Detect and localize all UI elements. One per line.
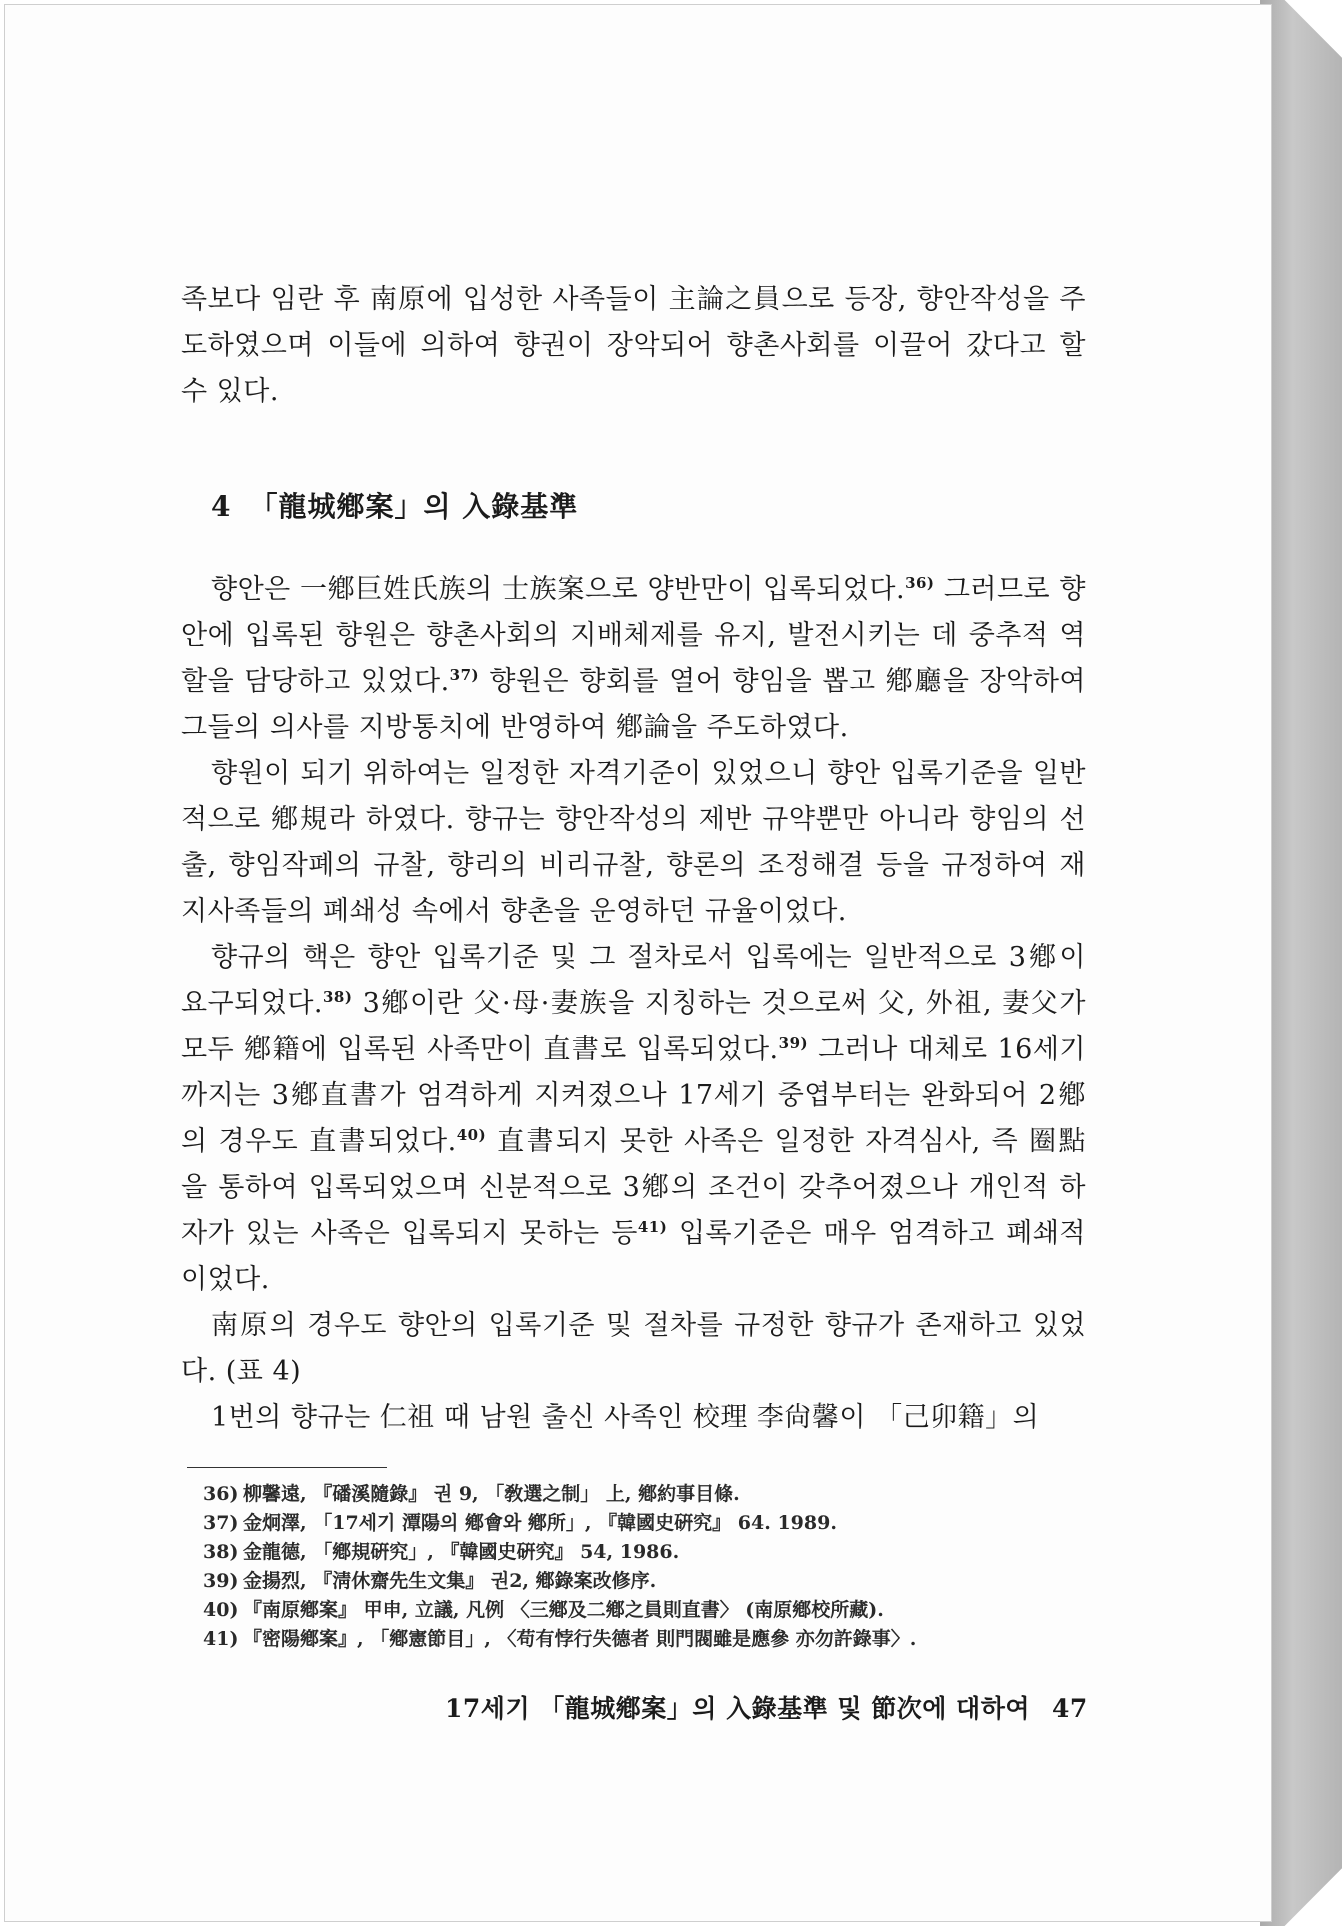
page-edge-shadow [1260,0,1342,1926]
paragraph-2 [181,751,1086,935]
paragraph-1 [181,567,1086,751]
footnote-item: 37) 金炯澤, 「17세기 潭陽의 鄕會와 鄕所」, 『韓國史硏究』 64. 1989. [203,1512,837,1534]
footnote-item: 38) 金龍德, 「鄕規硏究」, 『韓國史硏究』 54, 1986. [203,1541,680,1563]
paragraph-text: 향규의 핵은 향안 입록기준 및 그 절차로서 입록에는 일반적으로 3鄕이 요구되었다. [181,942,1086,1019]
page-number: 47 [1052,1694,1088,1723]
paragraph-text: 南原의 경우도 향안의 입록기준 및 절차를 규정한 향규가 존재하고 있었다. (표 4) [181,1310,1086,1387]
footnote-ref: 36) [905,574,935,592]
footnote-item: 39) 金揚烈, 『淸休齋先生文集』 권2, 鄕錄案改修序. [203,1570,657,1592]
footnote-item: 40) 『南原鄕案』 甲申, 立議, 凡例 〈三鄕及二鄕之員則直書〉 (南原鄕校所藏). [203,1599,884,1621]
footnote-divider [187,1467,387,1468]
paragraph-text: 1번의 향규는 仁祖 때 남원 출신 사족인 校理 李尙馨이 「己卯籍」의 [211,1402,1040,1433]
paragraph-text: 입록기준은 매우 엄격하고 폐쇄적이었다. [181,1218,1086,1295]
footnote-ref: 37) [449,666,480,684]
paragraph-text: 향원은 향회를 열어 향임을 뽑고 鄕廳을 장악하여 그들의 의사를 지방통치에 반영하여 鄕論을 주도하였다. [181,666,1086,743]
section-number: 4 [211,490,232,523]
footnote-ref: 41) [637,1218,668,1236]
footnote-ref: 40) [456,1126,487,1144]
footnotes [203,1480,1086,1654]
intro-paragraph: 족보다 임란 후 南原에 입성한 사족들이 主論之員으로 등장, 향안작성을 주도하였으며 이들에 의하여 향권이 장악되어 향촌사회를 이끌어 갔다고 할 수 있다. [181,284,1086,407]
section-title: 「龍城鄕案」의 入錄基準 [249,490,579,523]
section-heading [211,485,1086,525]
paragraph-text: 直書되지 못한 사족은 일정한 자격심사, 즉 圈點을 통하여 입록되었으며 신분적으로 3鄕의 조건이 갖추어졌으나 개인적 하자가 있는 사족은 입록되지 못하는 등 [181,1126,1087,1249]
paragraph-3 [181,935,1086,1303]
running-footer [445,1689,1088,1725]
book-page [4,4,1272,1922]
paragraph-text: 향안은 一鄕巨姓氏族의 士族案으로 양반만이 입록되었다. [211,574,906,605]
paragraph-text: 3鄕이란 父·母·妻族을 지칭하는 것으로써 父, 外祖, 妻父가 모두 鄕籍에 입록된 사족만이 直書로 입록되었다. [181,988,1086,1065]
footnote-ref: 38) [323,988,353,1006]
paragraph-text: 그러나 대체로 16세기까지는 3鄕直書가 엄격하게 지켜졌으나 17세기 중엽부터는 완화되어 2鄕의 경우도 直書되었다. [181,1034,1086,1157]
paragraph-text: 향원이 되기 위하여는 일정한 자격기준이 있었으니 향안 입록기준을 일반적으로 鄕規라 하였다. 향규는 향안작성의 제반 규약뿐만 아니라 향임의 선출, 향임작폐의 규찰, 향리의 비리규찰, 향론의 조정해결 등을 규정하여 재지사족들의 폐쇄성 속에서 향촌을 운영하던 규율이었다. [181,758,1086,927]
footer-title: 17세기 「龍城鄕案」의 入錄基準 및 節次에 대하여 [445,1694,1031,1723]
footnote-item: 41) 『密陽鄕案』, 「鄕憲節目」, 〈苟有悖行失德者 則門閥雖是應參 亦勿許錄事〉. [203,1628,917,1650]
paragraph-text: 그러므로 향안에 입록된 향원은 향촌사회의 지배체제를 유지, 발전시키는 데 중추적 역할을 담당하고 있었다. [181,574,1086,697]
paragraph-4 [181,1303,1086,1395]
footnote-item: 36) 柳馨遠, 『磻溪隨錄』 권 9, 「敎選之制」 上, 鄕約事目條. [203,1483,740,1505]
paragraph-5 [181,1395,1086,1441]
page-content [181,277,1086,1654]
footnote-ref: 39) [778,1034,809,1052]
